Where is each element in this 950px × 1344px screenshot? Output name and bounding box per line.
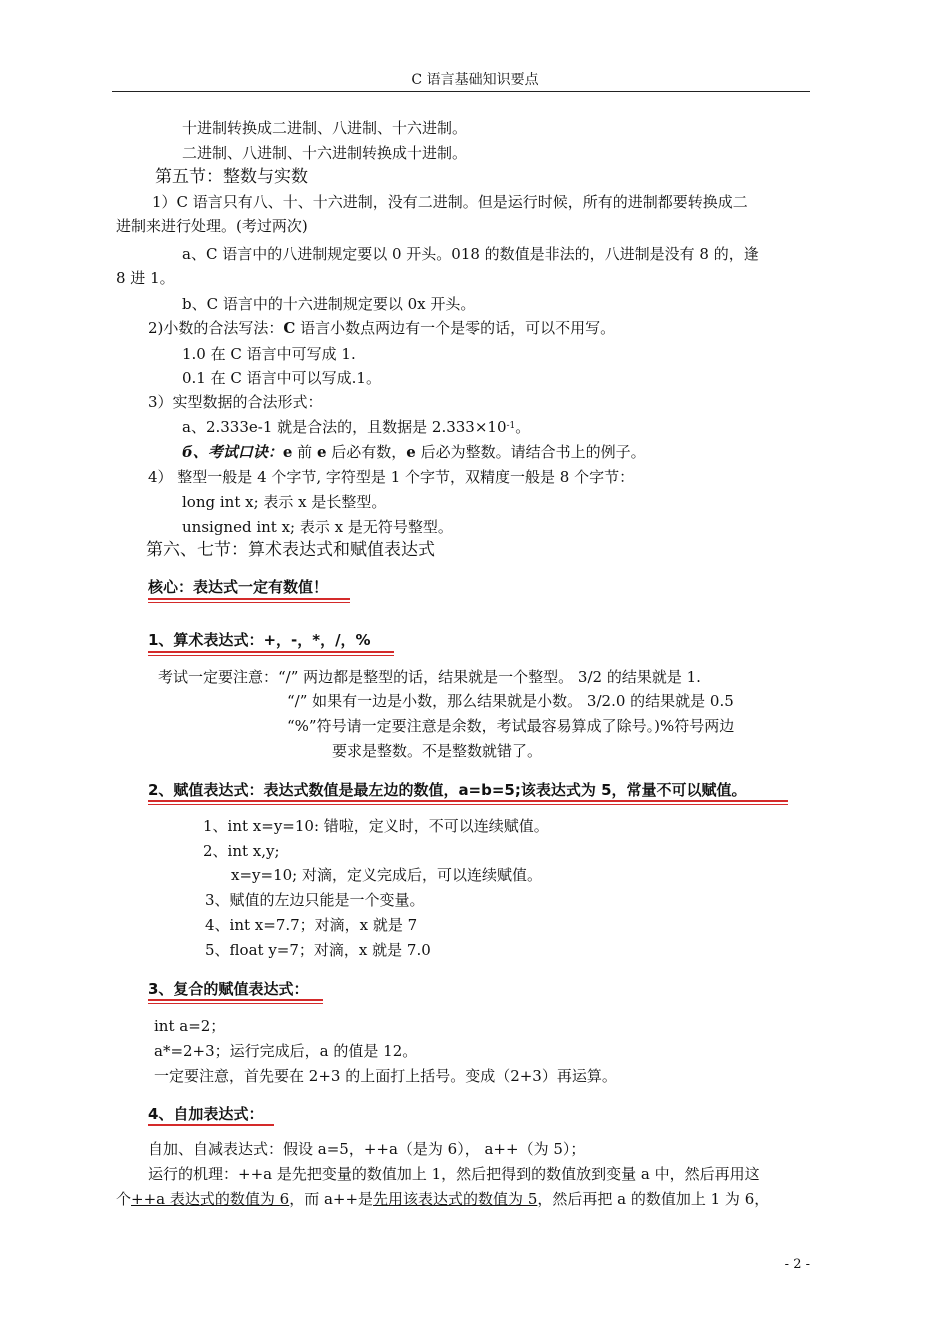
text-run-bold: e [282,443,293,461]
red-underline [148,800,788,802]
red-underline [148,1003,323,1004]
key-heading: 3、复合的赋值表达式： [148,980,309,998]
text-line [182,441,646,463]
text-run-italic: б、考试口诀： [182,443,283,461]
text-run: 个 [116,1190,132,1208]
text-line: 1.0 在 C 语言中可写成 1. [182,345,356,363]
text-line: a、C 语言中的八进制规定要以 0 开头。018 的数值是非法的，八进制是没有 8 的，逢 [182,245,759,263]
text-line: 二进制、八进制、十六进制转换成十进制。 [182,144,468,162]
key-heading: 1、算术表达式：+，-，*，/，% [148,631,371,649]
text-run-bold: e [406,443,416,461]
text-line: 1）C 语言只有八、十、十六进制，没有二进制。但是运行时候，所有的进制都要转换成二 [152,193,748,211]
text-run-underlined: ++a 表达式的数值为 6 [131,1190,290,1208]
text-line: 4、int x=7.7；对滴，x 就是 7 [205,916,418,934]
text-line: “/” 如果有一边是小数，那么结果就是小数。 3/2.0 的结果就是 0.5 [287,692,734,710]
text-line: 进制来进行处理。(考过两次) [116,217,308,235]
page-number: - 2 - [784,1257,810,1272]
text-line: 运行的机理：++a 是先把变量的数值加上 1，然后把得到的数值放到变量 a 中，然后再用这 [148,1165,760,1183]
text-line: 要求是整数。不是整数就错了。 [332,742,543,760]
text-run-bold: e [316,443,327,461]
text-line: 3）实型数据的合法形式： [148,393,323,411]
text-line: 自加、自减表达式：假设 a=5，++a（是为 6）， a++（为 5）； [148,1140,586,1158]
red-underline [148,651,394,653]
text-line: 十进制转换成二进制、八进制、十六进制。 [182,119,468,137]
text-run: 前 [292,443,317,461]
text-run: 2)小数的合法写法： [148,319,284,337]
text-run: 语言小数点两边有一个是零的话，可以不用写。 [295,319,616,337]
superscript: -1 [506,421,516,431]
text-line: 0.1 在 C 语言中可以写成.1。 [182,369,381,387]
text-line: 8 进 1。 [116,269,175,287]
text-line: x=y=10; 对滴，定义完成后，可以连续赋值。 [231,866,542,884]
text-line: int a=2； [154,1017,226,1035]
text-line [116,1188,769,1210]
text-line: long int x; 表示 x 是长整型。 [182,493,387,511]
text-line: 3、赋值的左边只能是一个变量。 [205,891,425,909]
text-run: 后必有数， [326,443,407,461]
text-run: a、2.333e-1 就是合法的，且数据是 2.333×10 [182,418,507,436]
header-rule [112,91,810,92]
text-line: 5、float y=7；对滴，x 就是 7.0 [205,941,431,959]
running-header: C 语言基础知识要点 [411,72,539,88]
red-underline [148,1124,274,1126]
red-underline [148,655,394,656]
red-underline [148,999,323,1001]
red-underline [148,602,350,603]
text-run-underlined: 先用该表达式的数值为 5 [373,1190,538,1208]
text-run: 后必为整数。请结合书上的例子。 [415,443,646,461]
text-run-bold: C [283,319,296,337]
text-line: 2、int x,y; [203,842,280,860]
text-line: 考试一定要注意：“/” 两边都是整型的话，结果就是一个整型。 3/2 的结果就是 1. [158,668,701,686]
key-heading: 2、赋值表达式：表达式数值是最左边的数值，a=b=5;该表达式为 5，常量不可以赋值。 [148,781,747,799]
text-line: 4） 整型一般是 4 个字节, 字符型是 1 个字节，双精度一般是 8 个字节： [148,468,635,486]
red-underline [148,598,350,600]
text-line [182,416,530,438]
text-line: 一定要注意，首先要在 2+3 的上面打上括号。变成（2+3）再运算。 [154,1067,617,1085]
key-heading: 4、自加表达式： [148,1105,264,1123]
text-line: unsigned int x; 表示 x 是无符号整型。 [182,518,453,536]
section-heading: 第五节：整数与实数 [155,167,308,187]
red-underline [148,804,788,805]
text-line [148,317,615,339]
text-line: 1、int x=y=10: 错啦，定义时，不可以连续赋值。 [203,817,549,835]
text-line: a*=2+3；运行完成后，a 的值是 12。 [154,1042,418,1060]
key-heading: 核心：表达式一定有数值！ [148,578,329,596]
text-run: 。 [515,418,531,436]
text-line: “%”符号请一定要注意是余数，考试最容易算成了除号。)%符号两边 [287,717,735,735]
text-line: b、C 语言中的十六进制规定要以 0x 开头。 [182,295,476,313]
text-run: ，而 a++是 [289,1190,374,1208]
section-heading: 第六、七节：算术表达式和赋值表达式 [146,540,435,560]
text-run: ，然后再把 a 的数值加上 1 为 6， [537,1190,770,1208]
